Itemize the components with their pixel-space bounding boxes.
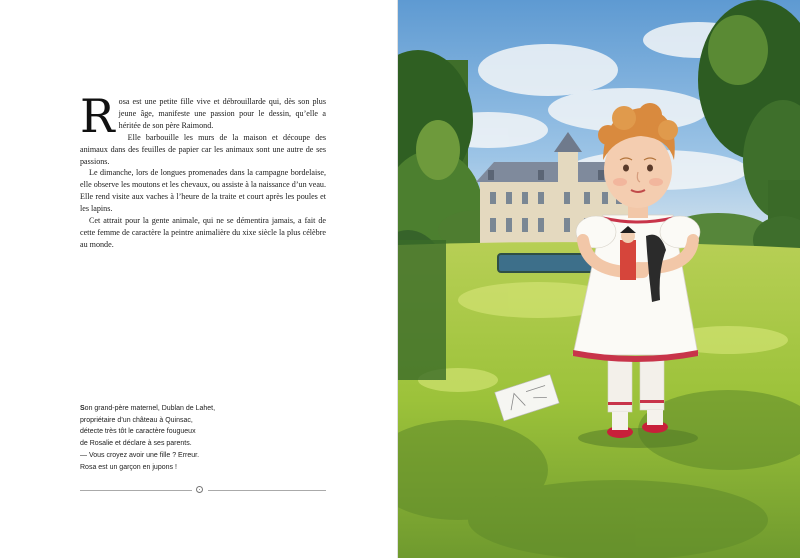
paragraph-1-text: osa est une petite fille vive et débrouillarde qui, dès son plus jeune âge, manifeste une passion pour le dessin, qu’elle a héritée de son père Raimond. bbox=[118, 97, 326, 130]
sidenote-line-1-text: on grand-père maternel, Dublan de Lahet, bbox=[84, 405, 216, 412]
drop-cap: R bbox=[80, 89, 115, 143]
divider-rule-left bbox=[80, 490, 192, 491]
divider-rule-right bbox=[208, 490, 326, 491]
divider-ornament-icon bbox=[196, 486, 203, 493]
paragraph-3: Le dimanche, lors de longues promenades dans la campagne bordelaise, elle observe les moutons et les chevaux, ou assiste à la naissance d’un veau. Elle rend visite aux vaches à l’heure de la traite et court après les poules et les lapins. bbox=[80, 168, 326, 214]
sidenote-line-6: Rosa est un garçon en jupons ! bbox=[80, 463, 177, 471]
paragraph-2: Elle barbouille les murs de la maison et découpe des animaux dans des feuilles de papier car les animaux sont une autre de ses passions. bbox=[80, 132, 326, 166]
sidenote-line-1 bbox=[80, 403, 270, 415]
main-text bbox=[80, 89, 326, 251]
paragraph-4: Cet attrait pour la gente animale, qui ne se démentira jamais, a fait de cette femme de caractère la peintre animalière du xixe siècle la plus célèbre au monde. bbox=[80, 216, 326, 249]
sidenote-lead-letter: S bbox=[80, 405, 85, 412]
illustration-page bbox=[398, 0, 800, 558]
watercolor-illustration bbox=[398, 0, 800, 558]
sidenote bbox=[80, 403, 270, 473]
sidenote-line-3: détecte très tôt le caractère fougueux bbox=[80, 428, 196, 436]
text-page bbox=[0, 0, 398, 558]
doll bbox=[620, 226, 636, 280]
sidenote-line-2: propriétaire d’un château à Quinsac, bbox=[80, 416, 193, 424]
paragraph-1 bbox=[80, 89, 326, 143]
sidenote-line-4: de Rosalie et déclare à ses parents. bbox=[80, 440, 192, 448]
sidenote-line-5: — Vous croyez avoir une fille ? Erreur. bbox=[80, 451, 200, 459]
